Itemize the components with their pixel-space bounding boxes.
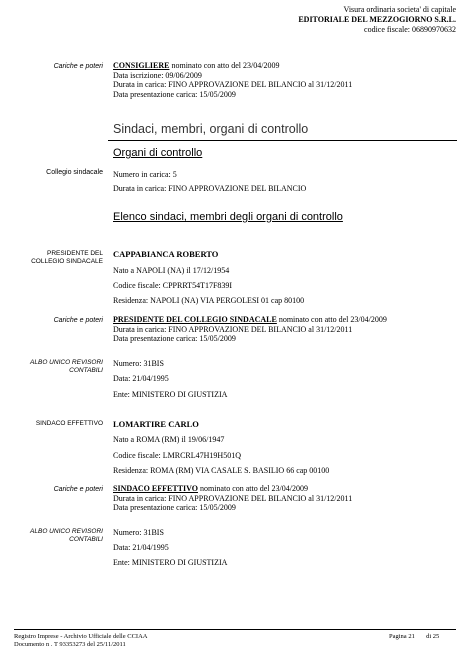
person1-cariche-duration: Durata in carica: FINO APPROVAZIONE DEL BILANCIO al 31/12/2011 bbox=[113, 324, 353, 334]
person1-birth: Nato a NAPOLI (NA) il 17/12/1954 bbox=[113, 266, 230, 275]
person2-albo-number: Numero: 31BIS bbox=[113, 528, 164, 537]
person1-role-line2: COLLEGIO SINDACALE bbox=[31, 258, 103, 265]
term-duration: Durata in carica: FINO APPROVAZIONE DEL BILANCIO al 31/12/2011 bbox=[113, 80, 353, 90]
footer-registry bbox=[14, 633, 147, 649]
registration-date: Data iscrizione: 09/06/2009 bbox=[113, 70, 202, 80]
header-tax-code: codice fiscale: 06890970632 bbox=[364, 25, 456, 34]
person1-cariche-role: PRESIDENTE DEL COLLEGIO SINDACALE bbox=[113, 315, 277, 324]
person1-albo-label bbox=[30, 359, 103, 375]
header-doc-type: Visura ordinaria societa' di capitale bbox=[343, 5, 456, 14]
cariche-block bbox=[113, 61, 352, 99]
person1-cariche-submission: Data presentazione carica: 15/05/2009 bbox=[113, 334, 236, 344]
person1-albo-date: Data: 21/04/1995 bbox=[113, 374, 169, 383]
person1-cariche-appointment: nominato con atto del 23/04/2009 bbox=[276, 315, 387, 324]
person1-tax-code: Codice fiscale: CPPRRT54T17F839I bbox=[113, 281, 233, 290]
organi-title: Organi di controllo bbox=[113, 147, 203, 159]
person1-cariche-block bbox=[113, 315, 387, 344]
person1-role-line1: PRESIDENTE DEL bbox=[47, 250, 103, 257]
person1-albo-number: Numero: 31BIS bbox=[113, 359, 164, 368]
footer-pagination bbox=[389, 633, 439, 641]
footer-page-total: di 25 bbox=[426, 633, 440, 640]
person1-albo-line2: CONTABILI bbox=[69, 367, 103, 374]
person2-name: LOMARTIRE CARLO bbox=[113, 419, 199, 429]
person2-residence: Residenza: ROMA (RM) VIA CASALE S. BASILIO 66 cap 00100 bbox=[113, 466, 330, 475]
person2-cariche-duration: Durata in carica: FINO APPROVAZIONE DEL BILANCIO al 31/12/2011 bbox=[113, 493, 353, 503]
person1-albo-line1: ALBO UNICO REVISORI bbox=[30, 359, 103, 366]
section-divider bbox=[108, 140, 457, 141]
submission-date: Data presentazione carica: 15/05/2009 bbox=[113, 89, 236, 99]
person2-cariche-role: SINDACO EFFETTIVO bbox=[113, 484, 198, 493]
person2-role-label: SINDACO EFFETTIVO bbox=[35, 420, 103, 427]
role-title: CONSIGLIERE bbox=[113, 61, 170, 70]
person2-cariche-appointment: nominato con atto del 23/04/2009 bbox=[197, 484, 308, 493]
person2-albo-line1: ALBO UNICO REVISORI bbox=[30, 528, 103, 535]
section-title: Sindaci, membri, organi di controllo bbox=[113, 122, 309, 136]
person2-birth: Nato a ROMA (RM) il 19/06/1947 bbox=[113, 435, 225, 444]
person1-residence: Residenza: NAPOLI (NA) VIA PERGOLESI 01 cap 80100 bbox=[113, 296, 305, 305]
person1-role-label bbox=[31, 250, 103, 266]
person2-albo-authority: Ente: MINISTERO DI GIUSTIZIA bbox=[113, 558, 228, 567]
footer-page: Pagina 21 bbox=[389, 633, 415, 640]
person1-albo-authority: Ente: MINISTERO DI GIUSTIZIA bbox=[113, 390, 228, 399]
person2-cariche-block bbox=[113, 484, 352, 513]
person2-albo-label bbox=[30, 528, 103, 544]
person1-cariche-label: Cariche e poteri bbox=[53, 317, 103, 324]
footer-document-number: Documento n . T 93353273 del 25/11/2011 bbox=[14, 641, 126, 648]
person1-name: CAPPABIANCA ROBERTO bbox=[113, 249, 219, 259]
person2-albo-line2: CONTABILI bbox=[69, 536, 103, 543]
collegio-label: Collegio sindacale bbox=[46, 169, 103, 176]
document-header bbox=[298, 5, 456, 35]
footer-divider bbox=[14, 629, 456, 630]
person2-cariche-label: Cariche e poteri bbox=[53, 486, 103, 493]
header-company-name: EDITORIALE DEL MEZZOGIORNO S.R.L. bbox=[298, 15, 456, 24]
role-appointment: nominato con atto del 23/04/2009 bbox=[169, 61, 280, 70]
organi-count: Numero in carica: 5 bbox=[113, 170, 177, 179]
footer-archive: Registro Imprese - Archivio Ufficiale delle CCIAA bbox=[14, 633, 148, 640]
elenco-title: Elenco sindaci, membri degli organi di controllo bbox=[113, 211, 343, 223]
person2-tax-code: Codice fiscale: LMRCRL47H19H501Q bbox=[113, 451, 241, 460]
organi-duration: Durata in carica: FINO APPROVAZIONE DEL BILANCIO bbox=[113, 184, 307, 193]
cariche-label: Cariche e poteri bbox=[53, 63, 103, 70]
person2-albo-date: Data: 21/04/1995 bbox=[113, 543, 169, 552]
person2-cariche-submission: Data presentazione carica: 15/05/2009 bbox=[113, 503, 236, 513]
